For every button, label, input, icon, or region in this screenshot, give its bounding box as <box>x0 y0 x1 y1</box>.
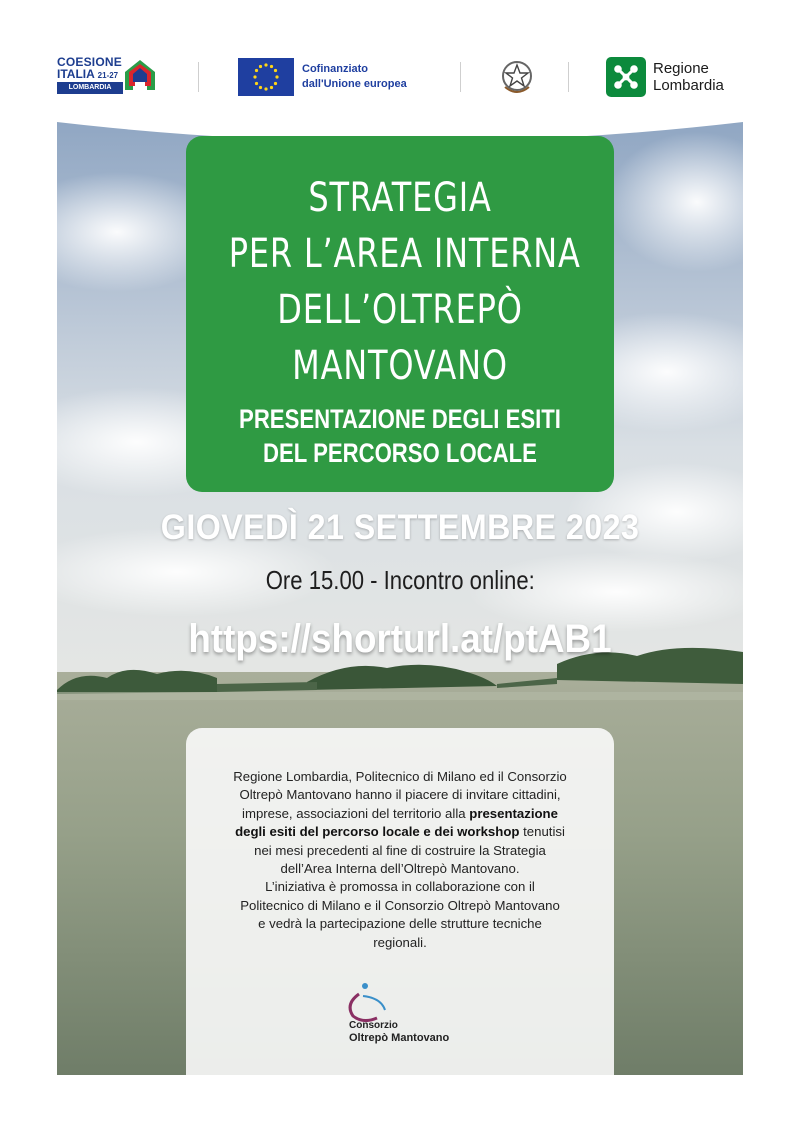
paragraph-line: L’iniziativa è promossa in collaborazione con il <box>265 879 535 895</box>
logo-header <box>0 0 800 112</box>
lombardia-text-line1: Regione <box>653 60 709 77</box>
consorzio-label: Consorzio <box>349 1020 398 1031</box>
coesione-italia-logo <box>57 56 167 96</box>
lombardia-text <box>653 60 724 94</box>
info-panel <box>186 728 614 1075</box>
coesione-house-icon <box>123 56 157 94</box>
paragraph-line: dell’Area Interna dell’Oltrepò Mantovano. <box>280 861 520 877</box>
consorzio-swirl-icon <box>341 980 401 1024</box>
paragraph-line: e vedrà la partecipazione delle strutture tecniche <box>258 916 542 932</box>
paragraph-line: Regione Lombardia, Politecnico di Milano ed il Consorzio <box>233 769 567 784</box>
eu-cofinanced-text <box>302 62 407 92</box>
invitation-paragraph <box>198 768 602 952</box>
eu-text-line1: Cofinanziato <box>302 63 368 75</box>
main-title <box>186 170 614 394</box>
lombardia-rose-icon <box>606 57 646 97</box>
eu-cofinanced-logo <box>238 58 438 96</box>
event-time: Ore 15.00 - Incontro online: <box>265 565 535 595</box>
consorzio-logo <box>341 980 481 1050</box>
paragraph-line: Oltrepò Mantovano hanno il piacere di invitare cittadini, <box>239 787 561 803</box>
header-divider <box>568 62 569 92</box>
paragraph-line: degli esiti del percorso locale e dei workshop tenutisi <box>235 824 565 840</box>
title-line: DELL’OLTREPÒ <box>277 287 523 333</box>
coesione-label: COESIONE <box>57 55 122 69</box>
title-line: STRATEGIA <box>308 175 492 221</box>
coesione-region-label: LOMBARDIA <box>57 82 123 94</box>
title-line: MANTOVANO <box>292 343 508 389</box>
subtitle <box>186 402 614 470</box>
event-link[interactable]: https://shorturl.at/ptAB1 <box>188 617 612 661</box>
paragraph-line: Politecnico di Milano e il Consorzio Oltrepò Mantovano <box>240 897 560 913</box>
subtitle-line: PRESENTAZIONE DEGLI ESITI <box>239 404 561 434</box>
paragraph-line: imprese, associazioni del territorio alla presentazione <box>242 805 558 821</box>
eu-flag-icon <box>238 58 294 96</box>
event-date: GIOVEDÌ 21 SETTEMBRE 2023 <box>160 508 640 547</box>
subtitle-line: DEL PERCORSO LOCALE <box>263 438 537 468</box>
header-divider <box>198 62 199 92</box>
consorzio-name: Oltrepò Mantovano <box>349 1032 450 1044</box>
eu-text-line2: dall'Unione europea <box>302 78 407 90</box>
header-divider <box>460 62 461 92</box>
title-line: PER L’AREA INTERNA <box>228 231 581 277</box>
bold-text: presentazione <box>469 805 558 821</box>
paragraph-line: nei mesi precedenti al fine di costruire la Strategia <box>254 842 546 858</box>
regione-lombardia-logo <box>606 57 756 99</box>
lombardia-text-line2: Lombardia <box>653 77 724 94</box>
coesione-italia-label: ITALIA 21-27 <box>57 67 119 81</box>
title-panel <box>186 136 614 492</box>
italian-republic-emblem-icon <box>497 57 537 97</box>
paragraph-line: regionali. <box>373 934 427 950</box>
bold-text: degli esiti del percorso locale e dei workshop <box>235 824 520 840</box>
